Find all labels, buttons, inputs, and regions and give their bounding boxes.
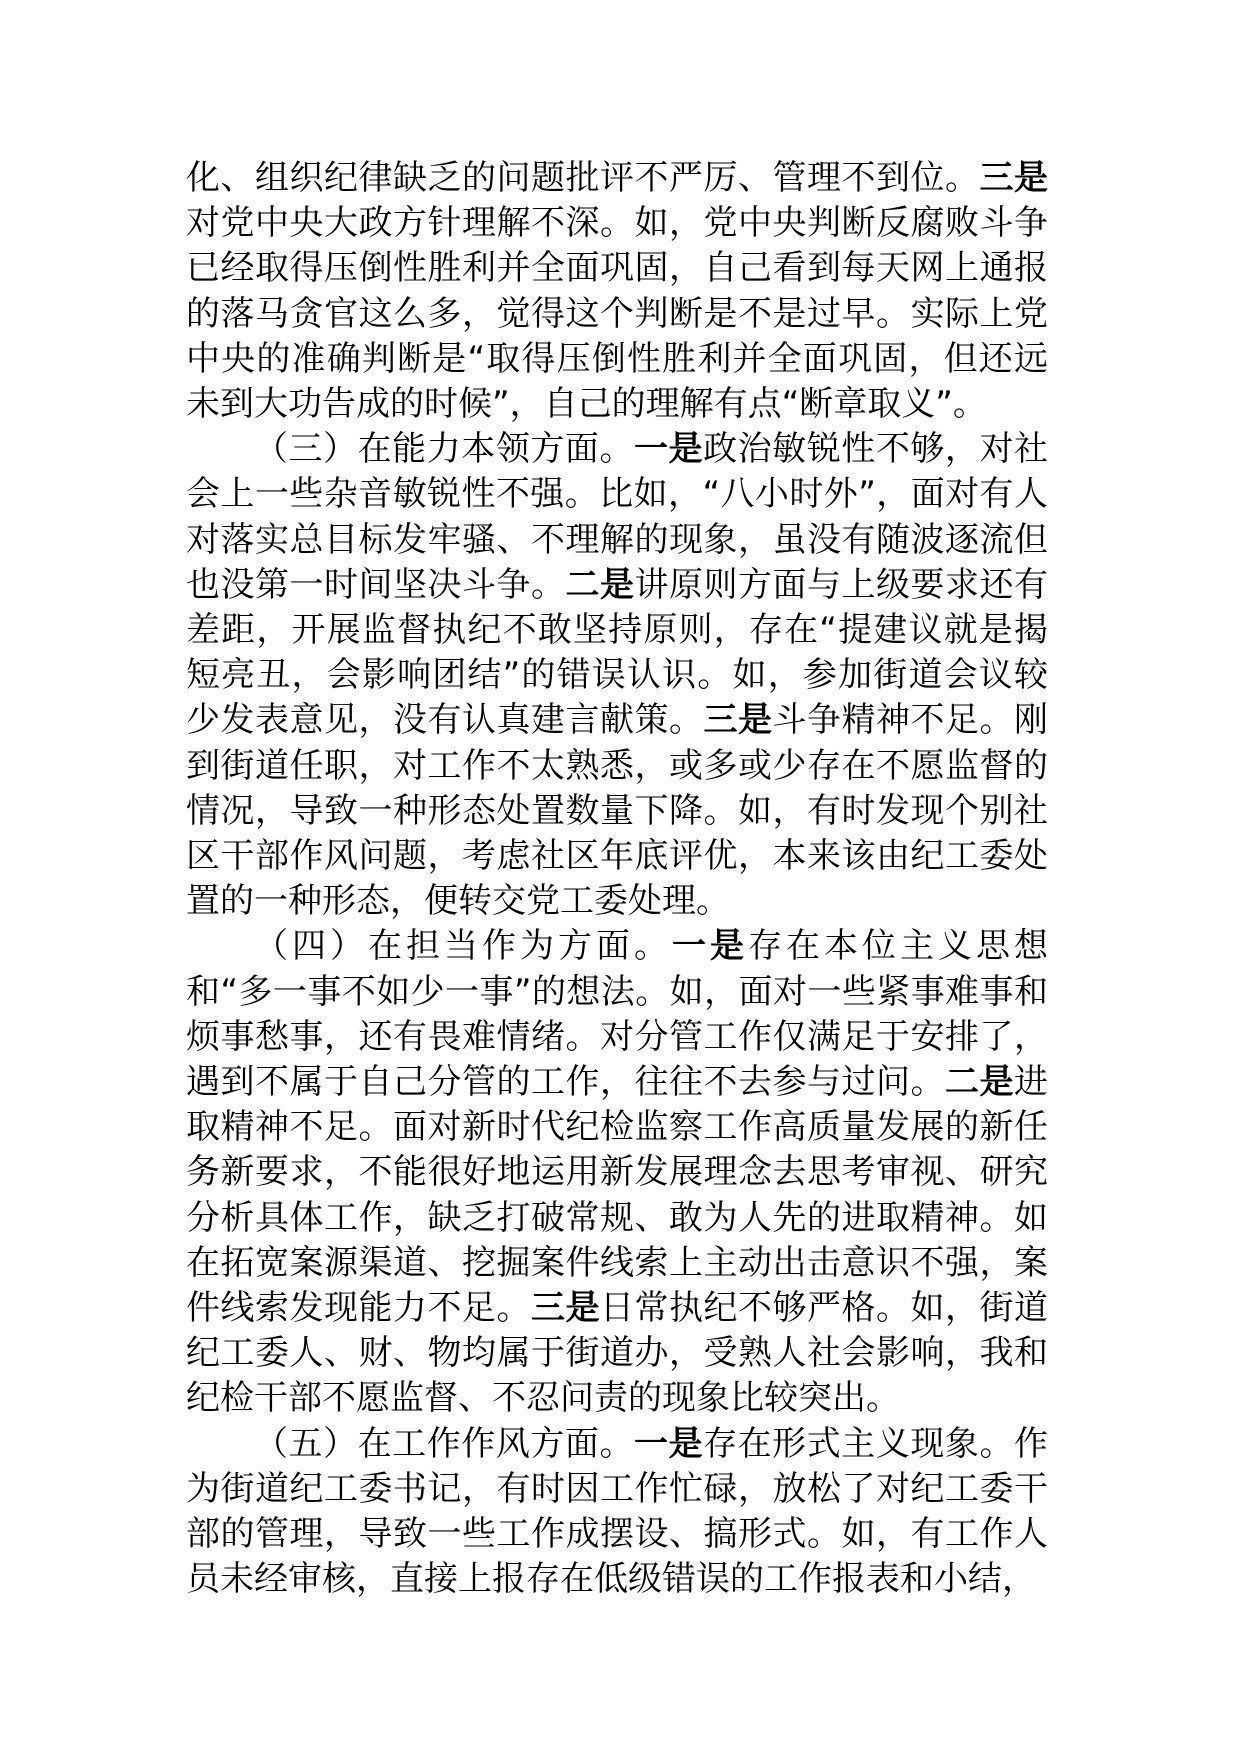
- paragraph-3-run-1: （四）在担当作为方面。: [254, 926, 672, 967]
- paragraph-3-run-3: 存在本位主义思想和“多一事不如少一事”的想法。如，面对一些紧事难事和烦事愁事，还有畏难情绪。对分管工作仅满足于安排了，遇到不属于自己分管的工作，往往不去参与过问。: [186, 926, 1048, 1103]
- paragraph-2-run-3: 政治敏锐性不够，对社会上一些杂音敏锐性不强。比如，“八小时外”，面对有人对落实总目标发牢骚、不理解的现象，虽没有随波逐流但也没第一时间坚决斗争。: [186, 429, 1049, 605]
- paragraph-3-run-6: 三是: [531, 1288, 600, 1329]
- document-page: [186, 156, 1048, 1603]
- paragraph-4-run-3: 存在形式主义现象。作为街道纪工委书记，有时因工作忙碌，放松了对纪工委干部的管理，导致一些工作成摆设、搞形式。如，有工作人员未经审核，直接上报存在低级错误的工作报表和小结，: [186, 1423, 1049, 1600]
- paragraph-1-run-3: 对党中央大政方针理解不深。如，党中央判断反腐败斗争已经取得压倒性胜利并全面巩固，自己看到每天网上通报的落马贪官这么多，觉得这个判断是不是过早。实际上党中央的准确判断是“取得压倒性胜利并全面巩固，但还远未到大功告成的时候”，自己的理解有点“断章取义”。: [186, 203, 1048, 425]
- paragraph-2-run-2: 一是: [634, 429, 704, 470]
- paragraph-4-run-1: （五）在工作作风方面。: [254, 1423, 634, 1464]
- paragraph-3-run-4: 二是: [945, 1062, 1014, 1103]
- paragraph-1-run-1: 化、组织纪律缺乏的问题批评不严厉、管理不到位。: [186, 158, 980, 198]
- paragraph-1: [186, 156, 1048, 427]
- paragraph-4: [186, 1422, 1048, 1603]
- paragraph-3: [186, 924, 1048, 1421]
- paragraph-2-run-7: 斗争精神不足。刚到街道任职，对工作不太熟悉，或多或少存在不愿监督的情况，导致一种形态处置数量下降。如，有时发现个别社区干部作风问题，考虑社区年底评优，本来该由纪工委处置的一种形态，便转交党工委处理。: [186, 700, 1048, 922]
- paragraph-3-run-7: 日常执纪不够严格。如，街道纪工委人、财、物均属于街道办，受熟人社会影响，我和纪检干部不愿监督、不忍问责的现象比较突出。: [186, 1288, 1048, 1419]
- paragraph-3-run-2: 一是: [672, 926, 748, 967]
- paragraph-3-run-5: 进取精神不足。面对新时代纪检监察工作高质量发展的新任务新要求，不能很好地运用新发展理念去思考审视、研究分析具体工作，缺乏打破常规、敢为人先的进取精神。如在拓宽案源渠道、挖掘案件线索上主动出击意识不强，案件线索发现能力不足。: [186, 1062, 1048, 1329]
- paragraph-1-run-2: 三是: [979, 158, 1048, 198]
- paragraph-2-run-5: 讲原则方面与上级要求还有差距，开展监督执纪不敢坚持原则，存在“提建议就是揭短亮丑，会影响团结”的错误认识。如，参加街道会议较少发表意见，没有认真建言献策。: [186, 564, 1048, 741]
- paragraph-4-run-2: 一是: [634, 1423, 704, 1464]
- paragraph-2-run-4: 二是: [565, 564, 635, 605]
- paragraph-2-run-1: （三）在能力本领方面。: [254, 429, 634, 470]
- paragraph-2: [186, 427, 1048, 924]
- paragraph-2-run-6: 三是: [703, 700, 773, 741]
